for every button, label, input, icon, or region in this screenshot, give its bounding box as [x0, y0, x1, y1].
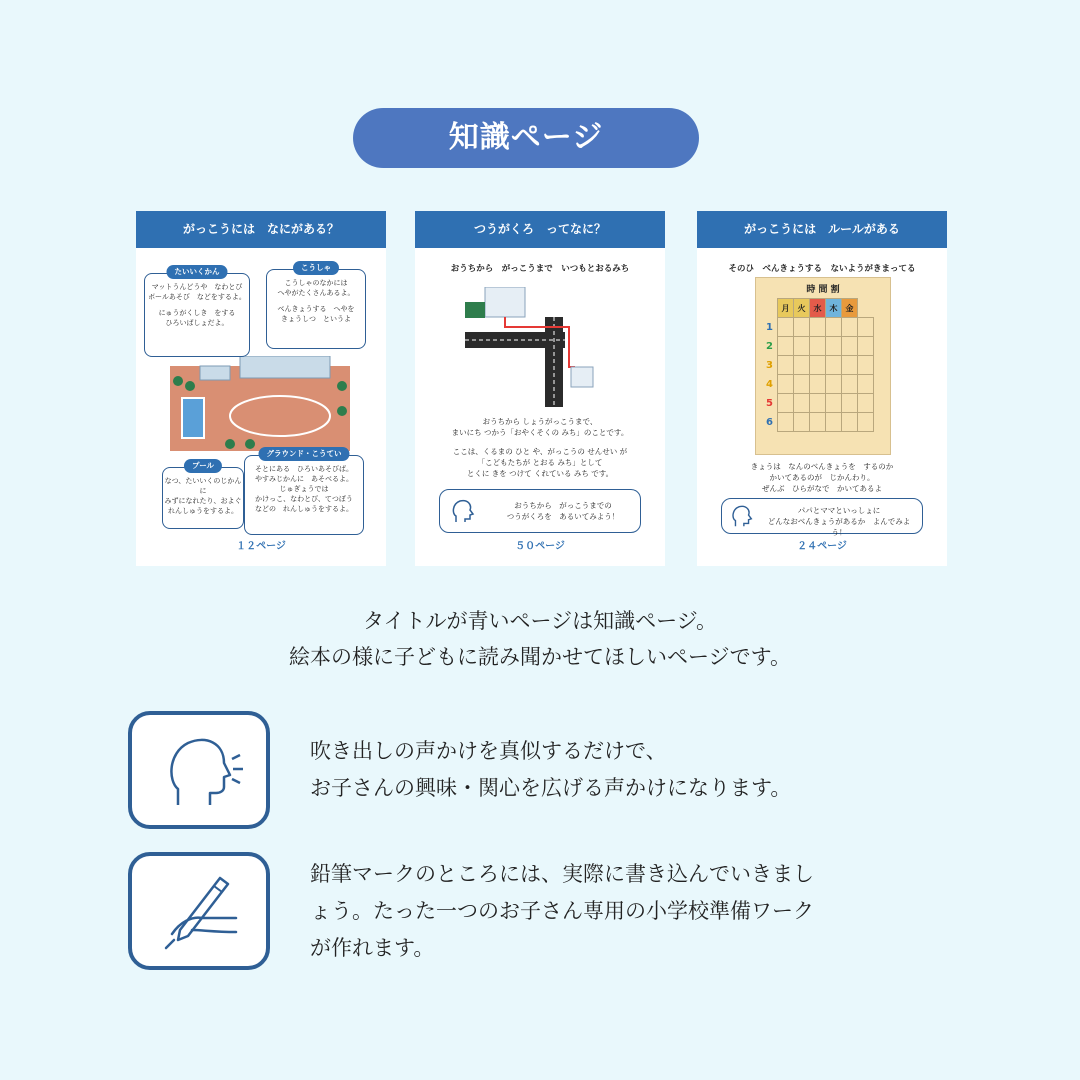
bubble-line: れんしゅうをするよ。: [168, 507, 238, 515]
bubble-line: なつ、たいいくのじかんに: [164, 477, 242, 495]
sample-page-card-route: [415, 211, 665, 566]
speech-prompt: [721, 498, 923, 537]
sample-page-card-rules: [697, 211, 947, 566]
body-line: まいにち つかう「おやくそくの みち」のことです。: [451, 428, 629, 437]
day-header: 金: [842, 299, 858, 318]
day-header: 水: [810, 299, 826, 318]
bubble-gym: [144, 267, 250, 357]
feature-description: [310, 733, 950, 807]
bubble-line: マットうんどうや なわとび: [151, 283, 243, 291]
page-number: ５０ページ: [515, 541, 565, 552]
bubble-line: ひろいばしょだよ。: [165, 319, 229, 327]
body-line: ぜんぶ ひらがなで かいてあるよ: [762, 484, 882, 493]
bubble-pool: [162, 461, 244, 529]
card-subtitle: そのひ べんきょうする ないようがきまってる: [728, 264, 916, 274]
feature-line: が作れます。: [310, 936, 435, 960]
pencil-hand-icon: [162, 874, 246, 952]
timetable-title: 時 間 割: [806, 285, 840, 295]
body-line: おうちから しょうがっこうまで、: [482, 417, 598, 426]
timetable-illustration: [755, 277, 891, 455]
body-line: かいてあるのが じかんわり。: [769, 473, 875, 482]
day-header: 火: [794, 299, 810, 318]
bubble-line: へやがたくさんあるよ。: [277, 289, 355, 297]
feature-description: [310, 856, 950, 967]
sample-page-card-school: [136, 211, 386, 566]
bubble-school-building: [266, 263, 366, 349]
bubble-line: べんきょうする へやを: [277, 305, 355, 313]
intro-line: タイトルが青いページは知識ページ。: [362, 609, 718, 633]
bubble-line: などの れんしゅうをするよ。: [255, 505, 353, 513]
body-line: ここは、くるまの ひと や、がっこうの せんせい が: [452, 447, 628, 456]
bubble-label: プール: [184, 459, 222, 473]
feature-line: 吹き出しの声かけを真似するだけで、: [310, 739, 667, 763]
page-number: １２ページ: [236, 541, 286, 552]
intro-line: 絵本の様に子どもに読み聞かせてほしいページです。: [289, 645, 791, 669]
speaking-head-icon: [728, 502, 756, 530]
card-title: がっこうには ルールがある: [697, 211, 947, 248]
speaking-head-icon: [448, 496, 478, 526]
bubble-line: こうしゃのなかには: [284, 279, 348, 287]
period-number: 1: [766, 321, 773, 333]
card-title: がっこうには なにがある？: [136, 211, 386, 248]
bubble-line: じゅぎょうでは: [279, 485, 329, 493]
body-line: きょうは なんのべんきょうを するのか: [750, 462, 894, 471]
speech-line: パパとママといっしょに: [797, 506, 881, 515]
day-header: 木: [826, 299, 842, 318]
bubble-line: ボールあそび などをするよ。: [148, 293, 246, 301]
feature-line: お子さんの興味・関心を広げる声かけになります。: [310, 776, 792, 800]
bubble-line: そとにある ひろいあそびば。: [255, 465, 353, 473]
bubble-schoolyard: [244, 449, 364, 535]
day-header: 月: [778, 299, 794, 318]
speech-line: どんなおべんきょうがあるか よんでみよう！: [767, 517, 911, 537]
speech-line: つうがくろを あるいてみよう！: [506, 512, 620, 521]
speaking-head-icon: [166, 733, 246, 809]
timetable-grid: [762, 298, 874, 432]
bubble-line: にゅうがくしき をする: [158, 309, 236, 317]
speech-line: おうちから がっこうまでの: [514, 501, 612, 510]
bubble-line: かけっこ、なわとび、てつぼう: [255, 495, 353, 503]
period-number: 2: [766, 340, 773, 352]
feature-line: ょう。たった一つのお子さん専用の小学校準備ワーク: [310, 899, 814, 923]
bubble-line: やすみじかんに あそべるよ。: [255, 475, 353, 483]
bubble-line: みずになれたり、およぐ: [164, 497, 242, 505]
body-line: 「こどもたちが とおる みち」として: [477, 458, 603, 467]
speech-prompt: [439, 489, 641, 533]
bubble-label: グラウンド・こうてい: [259, 447, 350, 461]
period-number: 3: [766, 359, 773, 371]
feature-line: 鉛筆マークのところには、実際に書き込んでいきまし: [310, 862, 814, 886]
bubble-label: こうしゃ: [293, 261, 339, 275]
period-number: 6: [766, 416, 773, 428]
body-line: とくに きを つけて くれている みち です。: [466, 469, 614, 478]
bubble-label: たいいくかん: [167, 265, 228, 279]
card-body: [697, 461, 947, 494]
period-number: 5: [766, 397, 773, 409]
feature-icon-box: [128, 852, 270, 970]
period-number: 4: [766, 378, 773, 390]
school-map-illustration: [170, 356, 350, 451]
card-body: [415, 416, 665, 479]
bubble-line: きょうしつ というよ: [281, 315, 351, 323]
section-title: 知識ページ: [353, 108, 699, 168]
card-subtitle: おうちから がっこうまで いつもとおるみち: [450, 264, 630, 274]
card-title: つうがくろ ってなに？: [415, 211, 665, 248]
route-map-illustration: [465, 287, 605, 407]
page-number: ２４ページ: [797, 541, 847, 552]
feature-icon-box: [128, 711, 270, 829]
